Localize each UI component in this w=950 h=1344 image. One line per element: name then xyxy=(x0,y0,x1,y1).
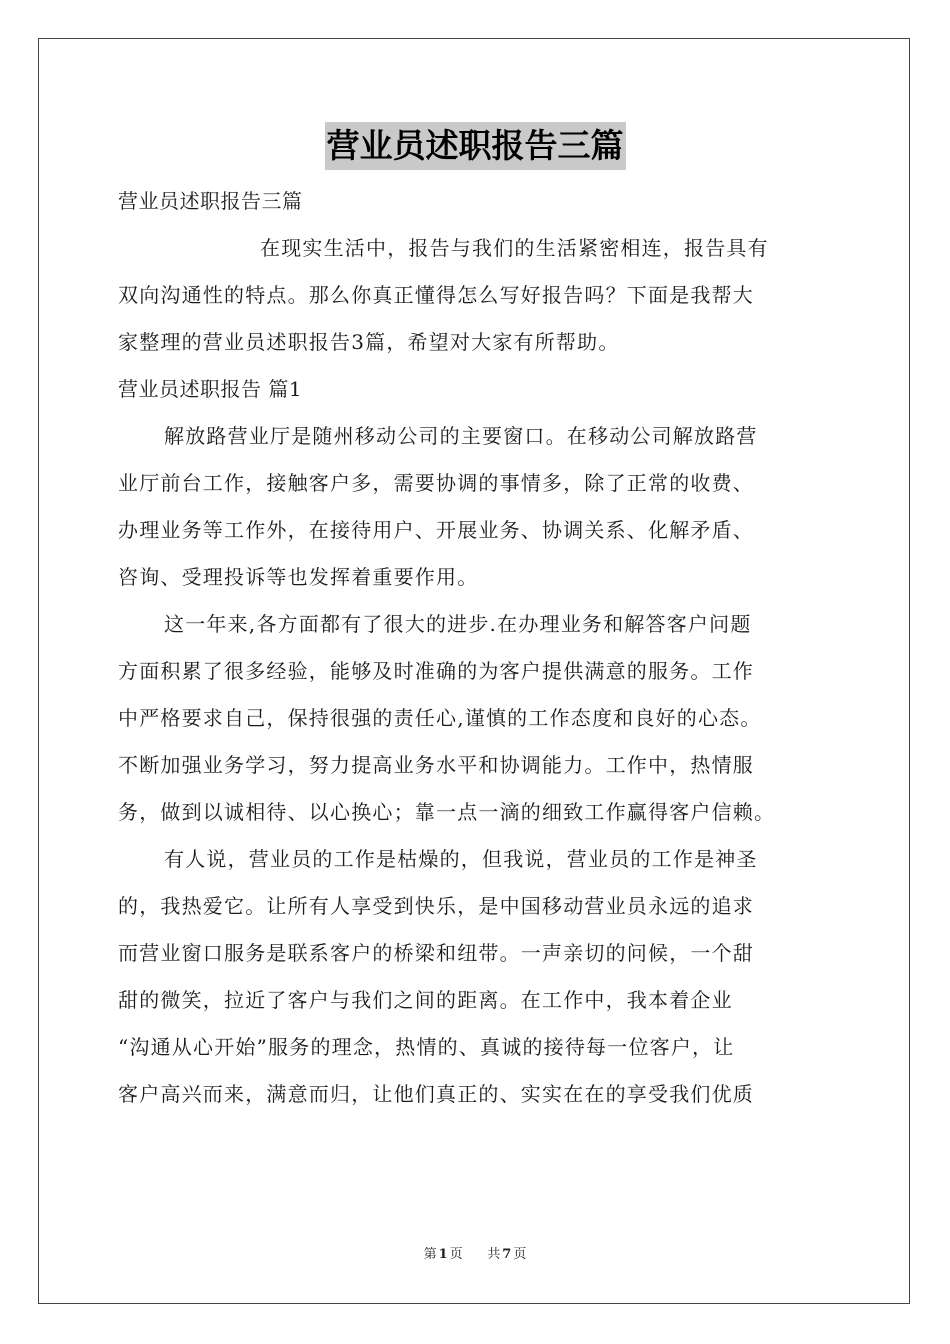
total-suffix: 页 xyxy=(513,1247,527,1262)
paragraph-line: 中严格要求自己，保持很强的责任心,谨慎的工作态度和良好的心态。 xyxy=(118,706,762,730)
total-prefix: 共 xyxy=(487,1247,501,1262)
section-heading: 营业员述职报告 篇1 xyxy=(118,377,303,401)
document-title: 营业员述职报告三篇 xyxy=(325,122,626,170)
document-body xyxy=(118,178,838,1118)
paragraph-line: 的，我热爱它。让所有人享受到快乐，是中国移动营业员永远的追求 xyxy=(118,894,754,918)
paragraph-line: 而营业窗口服务是联系客户的桥梁和纽带。一声亲切的问候，一个甜 xyxy=(118,941,754,965)
paragraph-line: 业厅前台工作，接触客户多，需要协调的事情多，除了正常的收费、 xyxy=(118,471,754,495)
paragraph-line: 方面积累了很多经验，能够及时准确的为客户提供满意的服务。工作 xyxy=(118,659,754,683)
intro-line: 双向沟通性的特点。那么你真正懂得怎么写好报告吗？下面是我帮大 xyxy=(118,283,754,307)
paragraph-line: 务，做到以诚相待、以心换心；靠一点一滴的细致工作赢得客户信赖。 xyxy=(118,800,776,824)
paragraph-line: 有人说，营业员的工作是枯燥的，但我说，营业员的工作是神圣 xyxy=(164,847,758,871)
page-current: 1 xyxy=(438,1247,448,1262)
page-suffix: 页 xyxy=(449,1247,463,1262)
paragraph-line: 客户高兴而来，满意而归，让他们真正的、实实在在的享受我们优质 xyxy=(118,1082,754,1106)
paragraph-line: 办理业务等工作外，在接待用户、开展业务、协调关系、化解矛盾、 xyxy=(118,518,754,542)
paragraph-line: “沟通从心开始”服务的理念，热情的、真诚的接待每一位客户，让 xyxy=(118,1035,735,1059)
paragraph-line: 甜的微笑，拉近了客户与我们之间的距离。在工作中，我本着企业 xyxy=(118,988,733,1012)
page-total-count: 7 xyxy=(502,1247,512,1262)
paragraph-line: 不断加强业务学习，努力提高业务水平和协调能力。工作中，热情服 xyxy=(118,753,754,777)
paragraph-line: 解放路营业厅是随州移动公司的主要窗口。在移动公司解放路营 xyxy=(164,424,758,448)
intro-line: 家整理的营业员述职报告3篇，希望对大家有所帮助。 xyxy=(118,330,620,354)
page-footer xyxy=(0,1243,950,1262)
paragraph-line: 这一年来,各方面都有了很大的进步.在办理业务和解答客户问题 xyxy=(164,612,752,636)
page-number xyxy=(422,1247,465,1262)
title-container xyxy=(0,122,950,170)
document-subtitle: 营业员述职报告三篇 xyxy=(118,189,303,213)
page-total xyxy=(485,1247,528,1262)
paragraph-line: 咨询、受理投诉等也发挥着重要作用。 xyxy=(118,565,479,589)
intro-line: 在现实生活中，报告与我们的生活紧密相连，报告具有 xyxy=(260,236,769,260)
page-prefix: 第 xyxy=(423,1247,437,1262)
